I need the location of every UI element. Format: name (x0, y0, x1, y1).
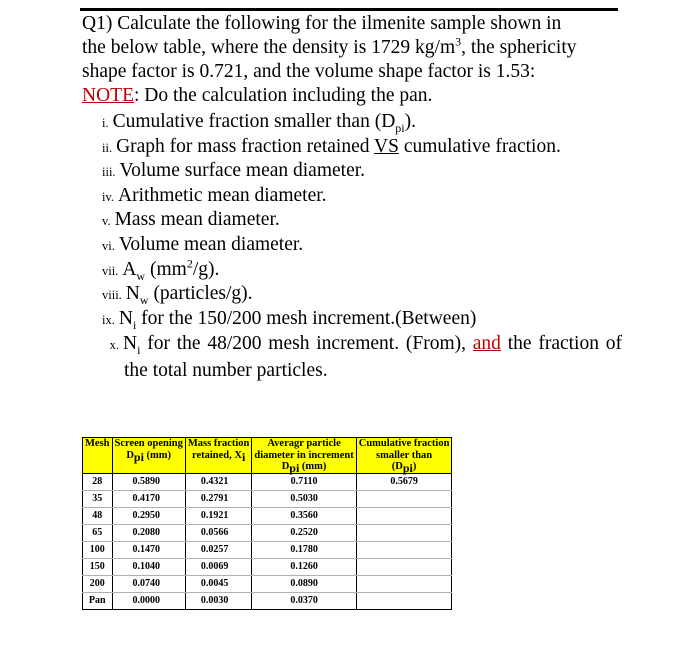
cell-mass: 0.0030 (185, 592, 252, 609)
problem-line-2: the below table, where the density is 1729 $kg/m^3$, the sphericity (82, 34, 577, 58)
cell-cum (356, 490, 452, 507)
cell-avg: 0.0370 (252, 592, 356, 609)
cell-mass: 0.4321 (185, 473, 252, 490)
cell-avg: 0.1780 (252, 541, 356, 558)
list-item: i. Cumulative fraction smaller than $(D_{pi})$. (102, 111, 416, 135)
cell-mesh: 100 (83, 541, 113, 558)
cell-avg: 0.3560 (252, 507, 356, 524)
list-item: x. $N_i$ for the 48/200 mesh increment. (From), and the fraction of the total number particles. (109, 333, 622, 382)
cell-cum (356, 558, 452, 575)
note-line: NOTE: Do the calculation including the pan. (82, 85, 433, 106)
cell-cum: 0.5679 (356, 473, 452, 490)
list-item: iii. Volume surface mean diameter. (102, 160, 366, 182)
cell-avg: 0.7110 (252, 473, 356, 490)
cell-opening: 0.4170 (112, 490, 185, 507)
cell-mesh: 65 (83, 524, 113, 541)
problem-line-1: Q1) Calculate the following for the ilmenite sample shown in (82, 13, 562, 34)
data-table-container (82, 437, 452, 610)
cell-cum (356, 524, 452, 541)
table-row (83, 592, 452, 609)
problem-line-3: shape factor is 0.721, and the volume shape factor is 1.53: (82, 61, 536, 82)
cell-opening: 0.1040 (112, 558, 185, 575)
question-list (82, 110, 622, 384)
and-underlined: and (472, 333, 501, 355)
list-item: ix. $N_i$ for the 150/200 mesh increment.(Between) (102, 307, 477, 332)
cell-mass: 0.2791 (185, 490, 252, 507)
list-item: vii. $A_w$ $(mm^2/g)$. (102, 256, 220, 283)
top-rule (80, 8, 618, 11)
list-item: ii. Graph for mass fraction retained VS cumulative fraction. (102, 135, 561, 157)
cell-mesh: Pan (83, 592, 113, 609)
cell-mass: 0.0566 (185, 524, 252, 541)
table-row (83, 524, 452, 541)
col-header-avg-diameter: Averagr particle diameter in increment $D_{pi}$ (mm) (252, 438, 356, 474)
table-row (83, 575, 452, 592)
cell-mass: 0.0257 (185, 541, 252, 558)
cell-cum (356, 507, 452, 524)
table-row (83, 541, 452, 558)
col-header-opening: Screen opening $D_{pi}$ (mm) (112, 438, 185, 474)
cell-avg: 0.2520 (252, 524, 356, 541)
cell-opening: 0.2950 (112, 507, 185, 524)
cell-mesh: 200 (83, 575, 113, 592)
cell-avg: 0.1260 (252, 558, 356, 575)
problem-statement (82, 12, 622, 384)
cell-cum (356, 592, 452, 609)
table-row (83, 507, 452, 524)
list-item: vi. Volume mean diameter. (102, 233, 304, 255)
cell-mass: 0.0045 (185, 575, 252, 592)
list-item: v. Mass mean diameter. (102, 209, 280, 231)
cell-mesh: 48 (83, 507, 113, 524)
sieve-data-table (82, 437, 452, 610)
cell-mesh: 150 (83, 558, 113, 575)
cell-mesh: 35 (83, 490, 113, 507)
cell-mesh: 28 (83, 473, 113, 490)
cell-opening: 0.2080 (112, 524, 185, 541)
cell-opening: 0.5890 (112, 473, 185, 490)
cell-cum (356, 575, 452, 592)
cell-avg: 0.0890 (252, 575, 356, 592)
cell-mass: 0.1921 (185, 507, 252, 524)
col-header-mesh: Mesh (83, 438, 113, 474)
table-row (83, 490, 452, 507)
cell-cum (356, 541, 452, 558)
cell-opening: 0.0740 (112, 575, 185, 592)
cell-opening: 0.1470 (112, 541, 185, 558)
cell-opening: 0.0000 (112, 592, 185, 609)
table-row (83, 473, 452, 490)
col-header-cumulative: Cumulative fraction smaller than $(D_{pi})$ (356, 438, 452, 474)
note-label: NOTE (82, 85, 134, 106)
col-header-mass: Mass fraction retained, $X_i$ (185, 438, 252, 474)
table-row (83, 558, 452, 575)
cell-mass: 0.0069 (185, 558, 252, 575)
list-item: viii. $N_w$ (particles/g). (102, 283, 253, 308)
list-item: iv. Arithmetic mean diameter. (102, 184, 327, 206)
cell-avg: 0.5030 (252, 490, 356, 507)
